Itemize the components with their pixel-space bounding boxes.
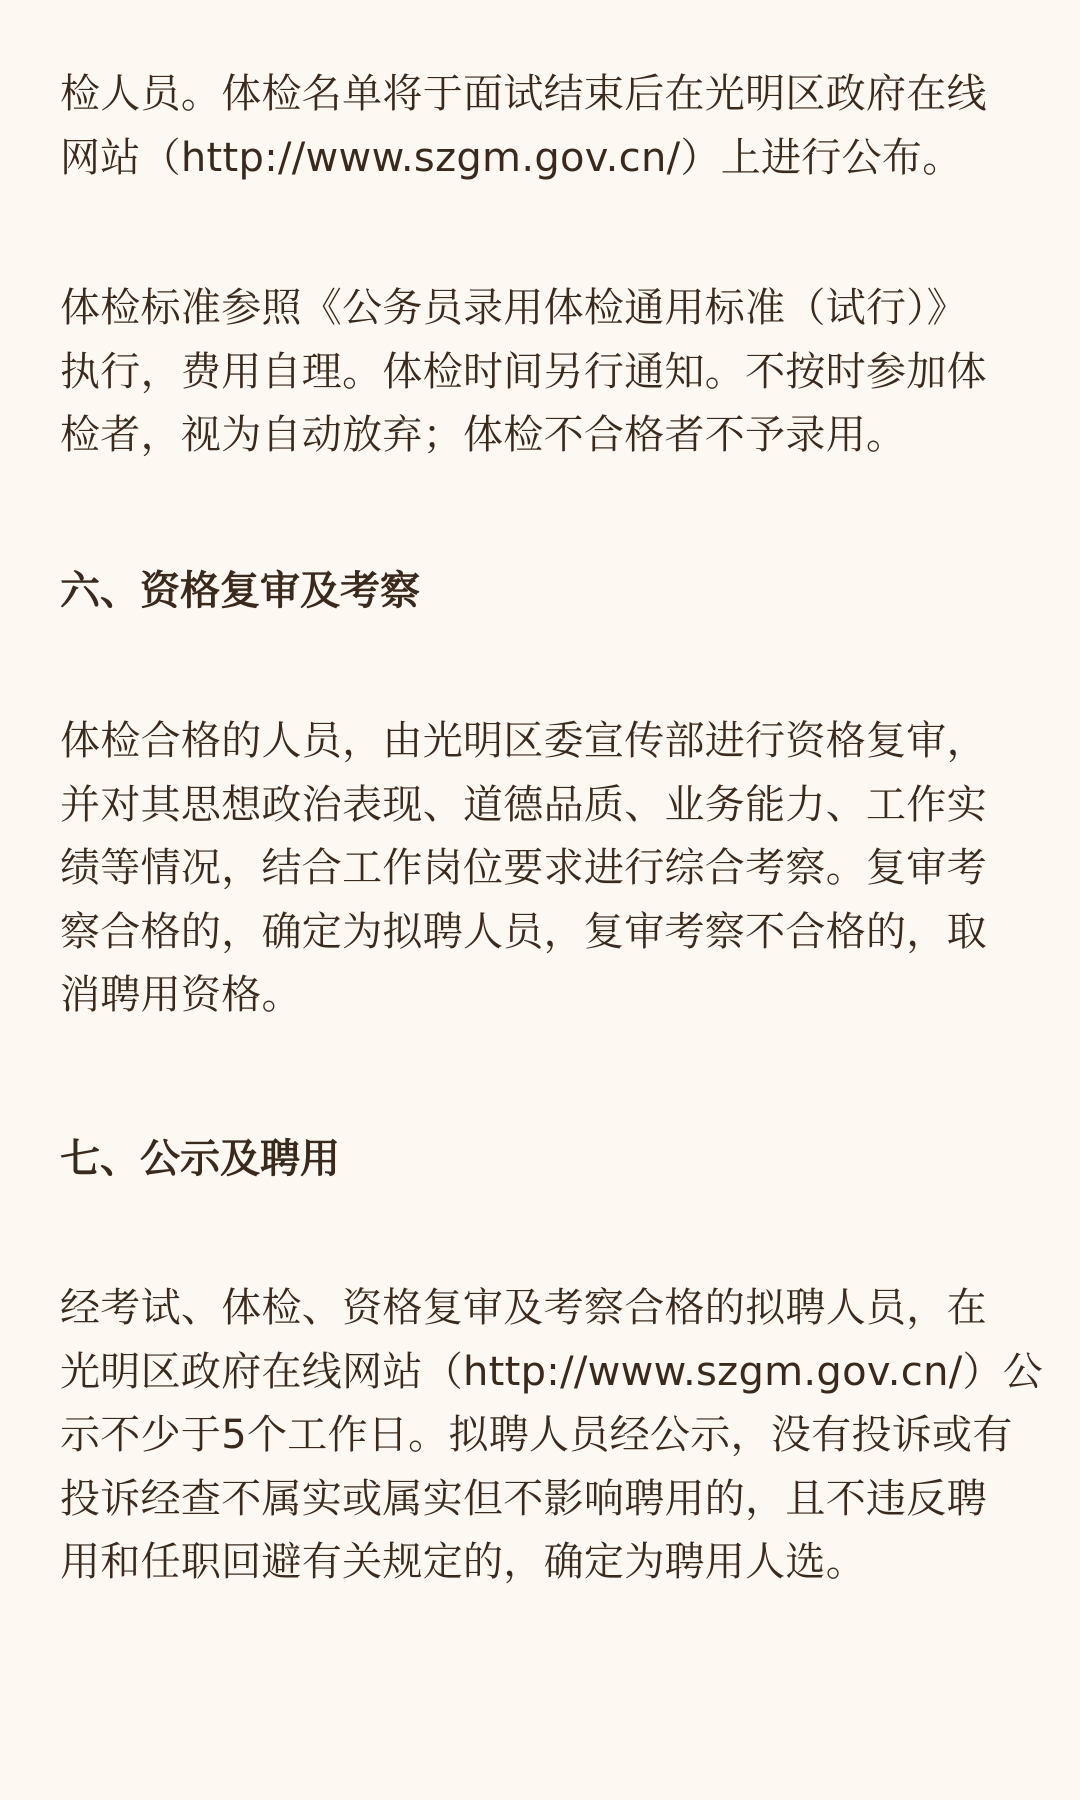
paragraph-line: 用和任职回避有关规定的，确定为聘用人选。 [60, 1539, 866, 1585]
paragraph-line: 体检标准参照《公务员录用体检通用标准（试行）》 [60, 285, 967, 331]
paragraph-line: 绩等情况，结合工作岗位要求进行综合考察。复审考 [60, 845, 987, 891]
paragraph-line: 察合格的，确定为拟聘人员，复审考察不合格的，取 [60, 908, 987, 955]
paragraph-line: 示不少于5个工作日。拟聘人员经公示，没有投诉或有 [60, 1412, 1013, 1458]
paragraph-physical-exam-standard [60, 277, 987, 468]
paragraph-review-process [60, 710, 987, 1028]
paragraph-line: 执行，费用自理。体检时间另行通知。不按时参加体 [60, 348, 987, 395]
paragraph-line: 光明区政府在线网站（http://www.szgm.gov.cn/）公 [60, 1348, 1044, 1395]
paragraph-line: 投诉经查不属实或属实但不影响聘用的，且不违反聘 [60, 1475, 987, 1522]
paragraph-publicity-hiring [60, 1277, 1043, 1595]
paragraph-line: 检人员。体检名单将于面试结束后在光明区政府在线 [60, 71, 987, 117]
section-heading-publicity: 七、公示及聘用 [60, 1136, 340, 1182]
paragraph-line: 网站（http://www.szgm.gov.cn/）上进行公布。 [60, 134, 963, 181]
paragraph-line: 并对其思想政治表现、道德品质、业务能力、工作实 [60, 781, 987, 828]
paragraph-physical-exam-list [60, 63, 987, 190]
paragraph-line: 体检合格的人员，由光明区委宣传部进行资格复审， [60, 718, 987, 764]
paragraph-line: 经考试、体检、资格复审及考察合格的拟聘人员，在 [60, 1285, 987, 1331]
paragraph-line: 检者，视为自动放弃；体检不合格者不予录用。 [60, 412, 907, 458]
paragraph-line: 消聘用资格。 [60, 972, 302, 1018]
section-heading-review: 六、资格复审及考察 [60, 568, 420, 614]
